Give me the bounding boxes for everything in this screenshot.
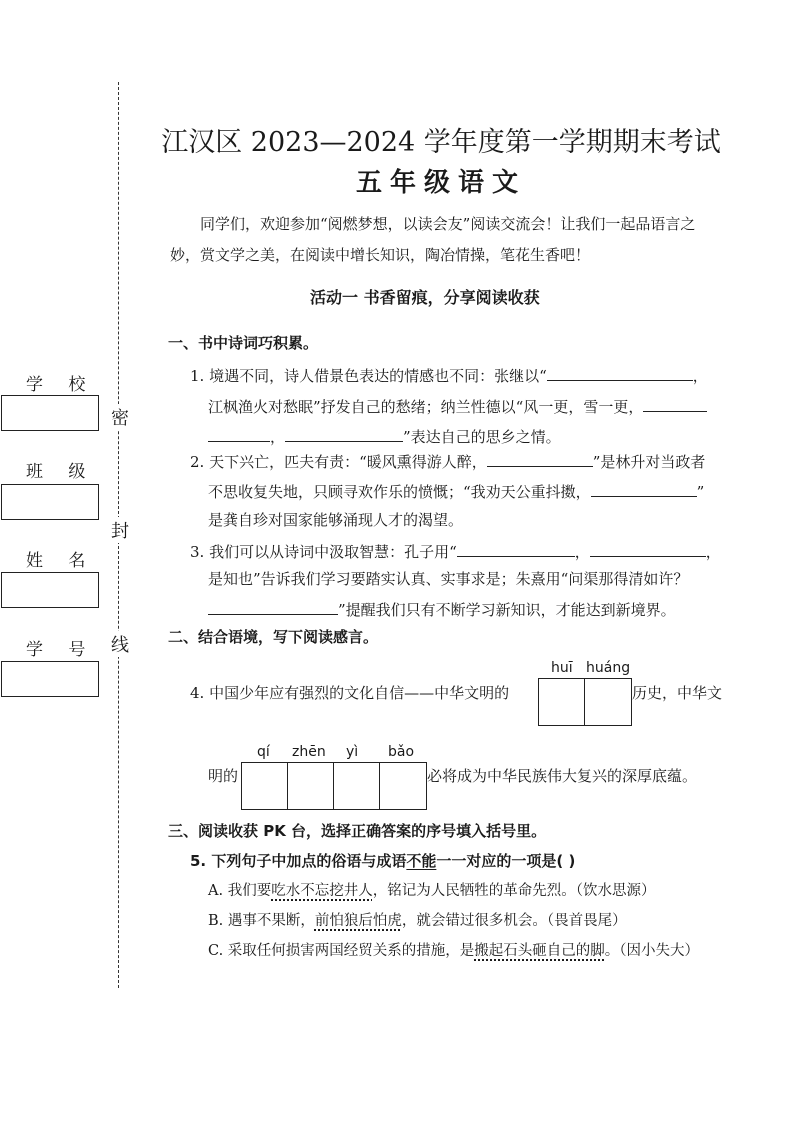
pinyin-huang: huáng	[586, 660, 631, 676]
q1-line-3	[208, 425, 561, 447]
q5-opt-b-post: ，就会错过很多机会。（畏首畏尾）	[401, 913, 627, 929]
seal-char-xian: 线	[111, 631, 129, 657]
q5-stem-pre: 5. 下列句子中加点的俗语与成语	[190, 852, 407, 870]
q2-text-b: 不思收复失地，只顾寻欢作乐的愤慨；“我劝天公重抖擞，	[208, 483, 591, 501]
q1-text-c-mid: ，	[270, 428, 286, 446]
section-1-heading: 一、书中诗词巧积累。	[168, 334, 319, 352]
q3-text-a: 3. 我们可以从诗词中汲取智慧：孔子用“	[190, 543, 457, 561]
q4-char-grid-2	[241, 762, 427, 810]
number-field[interactable]	[1, 661, 99, 697]
q3-blank-2[interactable]	[590, 540, 706, 557]
activity-1-heading: 活动一 书香留痕，分享阅读收获	[310, 288, 540, 307]
q3-text-c-end: ”提醒我们只有不断学习新知识，才能达到新境界。	[338, 601, 676, 619]
name-label: 姓 名	[26, 551, 96, 571]
seal-char-feng: 封	[111, 517, 129, 543]
q5-opt-a-post: ，铭记为人民牺牲的革命先烈。（饮水思源）	[372, 883, 656, 899]
q5-opt-c-dotted: 搬起石头砸自己的脚	[474, 943, 605, 959]
q1-text-c-end: ”表达自己的思乡之情。	[403, 428, 561, 446]
class-field[interactable]	[1, 484, 99, 520]
q4-grid1-cell[interactable]	[539, 679, 585, 725]
q5-stem	[190, 851, 575, 871]
q3-text-a-mid: ，	[574, 543, 590, 561]
q2-line-2	[208, 480, 704, 502]
q4-grid2-cell[interactable]	[334, 763, 380, 809]
q1-line-2	[208, 395, 707, 417]
q2-text-a: 2. 天下兴亡，匹夫有责：“暖风熏得游人醉，	[190, 453, 487, 471]
q2-text-a-end: ”是林升对当政者	[592, 453, 706, 471]
q2-text-b-end: ”	[696, 483, 705, 501]
q3-text-a-end: ，	[705, 543, 721, 561]
q1-blank-2[interactable]	[643, 395, 707, 412]
q5-option-c[interactable]	[208, 941, 699, 961]
pinyin-zhen: zhēn	[292, 744, 326, 760]
q2-line-3: 是龚自珍对国家能够涌现人才的渴望。	[208, 511, 464, 529]
pinyin-yi: yì	[346, 744, 359, 760]
q5-stem-negation: 不能	[406, 852, 437, 870]
q4-char-grid-1	[538, 678, 632, 726]
q5-stem-post: 一一对应的一项是( )	[436, 852, 576, 870]
q2-line-1	[190, 450, 705, 472]
q5-opt-a-dotted: 吃水不忘挖井人	[271, 883, 373, 899]
pinyin-qi: qí	[257, 744, 270, 760]
pinyin-bao: bǎo	[388, 744, 415, 760]
q5-opt-c-post: 。（因小失大）	[604, 943, 700, 959]
q1-blank-1[interactable]	[547, 364, 693, 381]
q3-line-3	[208, 598, 676, 620]
exam-title: 江汉区 2023—2024 学年度第一学期期末考试	[161, 127, 721, 158]
exam-subtitle: 五年级语文	[355, 168, 526, 198]
q3-line-1	[190, 540, 721, 562]
q5-opt-b-dotted: 前怕狼后怕虎	[314, 913, 402, 929]
q1-text-b: 江枫渔火对愁眠”抒发自己的愁绪；纳兰性德以“风一更，雪一更，	[208, 398, 644, 416]
section-2-heading: 二、结合语境，写下阅读感言。	[168, 628, 379, 646]
q1-blank-3[interactable]	[208, 425, 270, 442]
q1-text-a-end: ，	[692, 367, 708, 385]
q3-blank-3[interactable]	[208, 598, 338, 615]
q4-grid1-cell[interactable]	[585, 679, 631, 725]
q4-grid2-cell[interactable]	[242, 763, 288, 809]
school-field[interactable]	[1, 395, 99, 431]
q3-line-2: 是知也”告诉我们学习要踏实认真、实事求是；朱熹用“问渠那得清如许？	[208, 570, 689, 588]
seal-char-mi: 密	[111, 404, 129, 430]
q5-option-b[interactable]	[208, 911, 627, 931]
q4-text-1: 4. 中国少年应有强烈的文化自信——中华文明的	[190, 684, 510, 702]
q5-option-a[interactable]	[208, 881, 655, 901]
section-3-heading: 三、阅读收获 PK 台，选择正确答案的序号填入括号里。	[168, 822, 547, 840]
school-label: 学 校	[26, 375, 96, 395]
q4-grid2-cell[interactable]	[288, 763, 334, 809]
q1-text-a: 1. 境遇不同，诗人借景色表达的情感也不同：张继以“	[190, 367, 547, 385]
number-label: 学 号	[26, 640, 96, 660]
q4-grid2-cell[interactable]	[380, 763, 426, 809]
q2-blank-2[interactable]	[591, 480, 697, 497]
class-label: 班 级	[26, 462, 96, 482]
q4-text-2-end: 必将成为中华民族伟大复兴的深厚底蕴。	[427, 767, 698, 785]
q5-opt-c-pre: C. 采取任何损害两国经贸关系的措施，是	[208, 943, 475, 959]
q4-text-1-end: 历史，中华文	[632, 684, 723, 702]
q5-opt-b-pre: B. 遇事不果断，	[208, 913, 315, 929]
q2-blank-1[interactable]	[487, 450, 593, 467]
q5-opt-a-pre: A. 我们要	[208, 883, 272, 899]
intro-line-1: 同学们，欢迎参加“阅燃梦想，以读会友”阅读交流会！让我们一起品语言之	[200, 215, 696, 233]
q4-text-2: 明的	[208, 767, 239, 785]
intro-line-2: 妙，赏文学之美，在阅读中增长知识，陶冶情操，笔花生香吧！	[170, 246, 591, 264]
pinyin-hui: huī	[551, 660, 573, 676]
name-field[interactable]	[1, 572, 99, 608]
q1-blank-4[interactable]	[285, 425, 403, 442]
q1-line-1	[190, 364, 708, 386]
q3-blank-1[interactable]	[457, 540, 575, 557]
